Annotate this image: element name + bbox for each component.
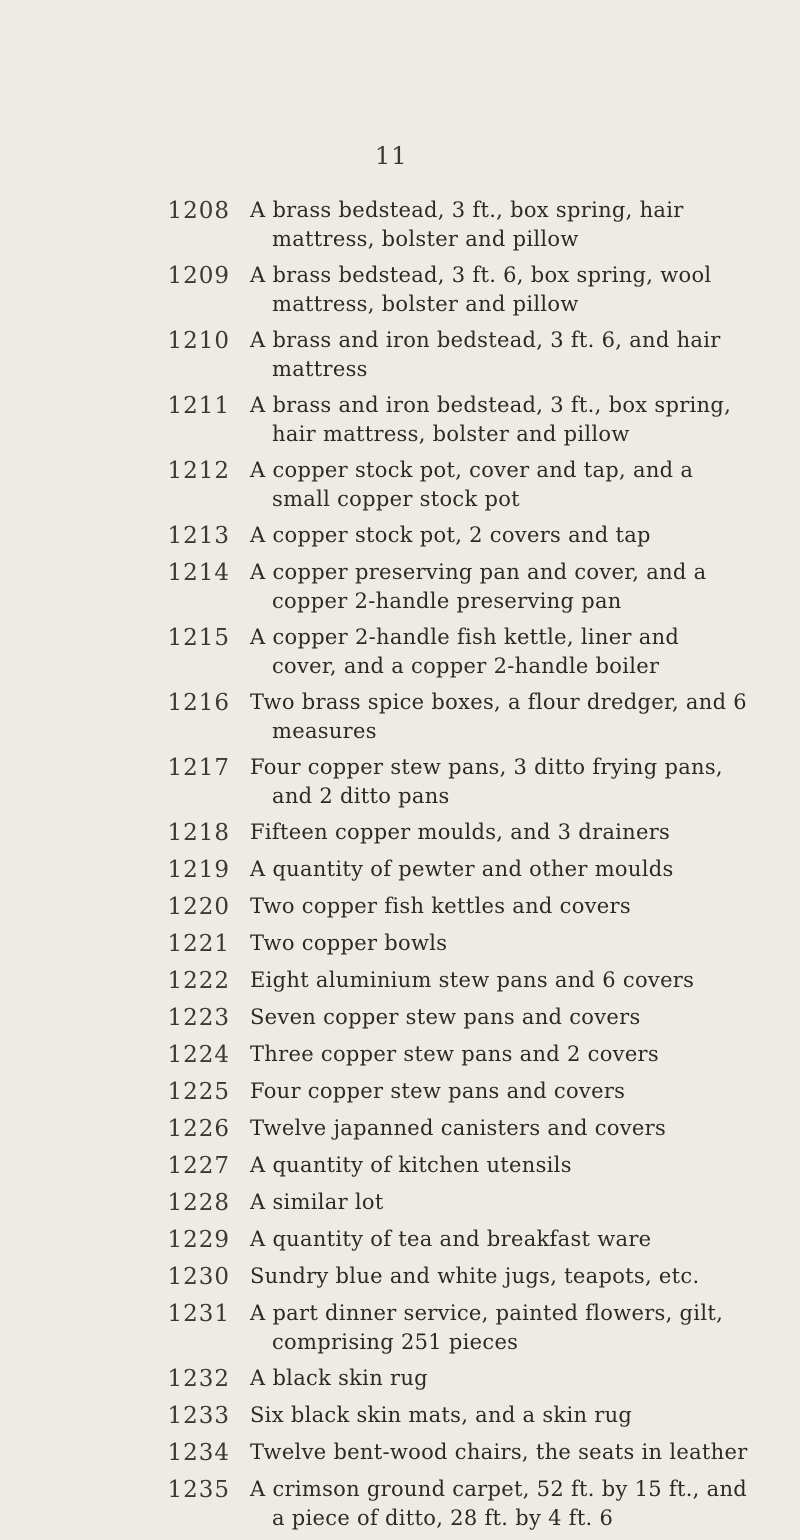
lot-number: 1220 — [167, 894, 230, 920]
lot-description: Twelve bent-wood chairs, the seats in leather — [250, 1440, 748, 1464]
lot-description: Seven copper stew pans and covers — [250, 1005, 641, 1029]
lot-entry — [0, 1188, 800, 1218]
lot-number: 1209 — [167, 263, 230, 289]
lot-description: Sundry blue and white jugs, teapots, etc. — [250, 1264, 700, 1288]
lot-list — [0, 196, 800, 1540]
lot-number: 1232 — [167, 1366, 230, 1392]
lot-number: 1228 — [167, 1190, 230, 1216]
lot-description: Twelve japanned canisters and covers — [250, 1116, 667, 1140]
lot-entry — [0, 391, 800, 449]
lot-entry — [0, 966, 800, 996]
lot-description: A copper preserving pan and cover, and a copper 2-handle preserving pan — [250, 560, 707, 613]
lot-entry — [0, 1003, 800, 1033]
lot-entry — [0, 1438, 800, 1468]
lot-number: 1217 — [167, 755, 230, 781]
lot-number: 1221 — [167, 931, 230, 957]
lot-entry — [0, 623, 800, 681]
lot-entry — [0, 688, 800, 746]
lot-number: 1218 — [167, 820, 230, 846]
lot-description: Two brass spice boxes, a flour dredger, and 6 measures — [250, 690, 747, 743]
lot-number: 1212 — [167, 458, 230, 484]
lot-entry — [0, 456, 800, 514]
lot-description: A copper stock pot, cover and tap, and a small copper stock pot — [250, 458, 694, 511]
lot-number: 1230 — [167, 1264, 230, 1290]
lot-number: 1214 — [167, 560, 230, 586]
lot-description: A part dinner service, painted flowers, gilt, comprising 251 pieces — [250, 1301, 724, 1354]
lot-number: 1216 — [167, 690, 230, 716]
lot-entry — [0, 558, 800, 616]
lot-number: 1223 — [167, 1005, 230, 1031]
lot-description: A brass and iron bedstead, 3 ft. 6, and hair mattress — [250, 328, 721, 381]
lot-description: A brass and iron bedstead, 3 ft., box spring, hair mattress, bolster and pillow — [250, 393, 732, 446]
lot-number: 1215 — [167, 625, 230, 651]
lot-entry — [0, 1401, 800, 1431]
lot-entry — [0, 1364, 800, 1394]
lot-entry — [0, 1077, 800, 1107]
lot-entry — [0, 1475, 800, 1533]
lot-description: A crimson ground carpet, 52 ft. by 15 ft., and a piece of ditto, 28 ft. by 4 ft. 6 — [250, 1477, 748, 1530]
lot-description: Six black skin mats, and a skin rug — [250, 1403, 633, 1427]
lot-entry — [0, 326, 800, 384]
lot-description: Eight aluminium stew pans and 6 covers — [250, 968, 695, 992]
lot-number: 1210 — [167, 328, 230, 354]
lot-description: Two copper bowls — [250, 931, 448, 955]
lot-entry — [0, 261, 800, 319]
lot-entry — [0, 892, 800, 922]
lot-entry — [0, 855, 800, 885]
lot-entry — [0, 196, 800, 254]
lot-description: A brass bedstead, 3 ft. 6, box spring, wool mattress, bolster and pillow — [250, 263, 712, 316]
lot-entry — [0, 753, 800, 811]
lot-description: A copper 2-handle fish kettle, liner and cover, and a copper 2-handle boiler — [250, 625, 680, 678]
lot-description: A black skin rug — [250, 1366, 428, 1390]
lot-number: 1222 — [167, 968, 230, 994]
lot-entry — [0, 1262, 800, 1292]
lot-description: A quantity of tea and breakfast ware — [250, 1227, 652, 1251]
lot-entry — [0, 818, 800, 848]
lot-description: Four copper stew pans, 3 ditto frying pans, and 2 ditto pans — [250, 755, 723, 808]
lot-description: A quantity of pewter and other moulds — [250, 857, 674, 881]
lot-entry — [0, 521, 800, 551]
page-number: 11 — [375, 142, 408, 170]
lot-description: Fifteen copper moulds, and 3 drainers — [250, 820, 671, 844]
lot-description: A similar lot — [250, 1190, 384, 1214]
lot-description: Three copper stew pans and 2 covers — [250, 1042, 659, 1066]
lot-description: A copper stock pot, 2 covers and tap — [250, 523, 651, 547]
lot-number: 1219 — [167, 857, 230, 883]
lot-description: A quantity of kitchen utensils — [250, 1153, 572, 1177]
lot-number: 1229 — [167, 1227, 230, 1253]
lot-entry — [0, 1151, 800, 1181]
lot-entry — [0, 1114, 800, 1144]
lot-number: 1231 — [167, 1301, 230, 1327]
lot-number: 1224 — [167, 1042, 230, 1068]
lot-number: 1208 — [167, 198, 230, 224]
lot-number: 1234 — [167, 1440, 230, 1466]
lot-number: 1226 — [167, 1116, 230, 1142]
lot-number: 1211 — [167, 393, 230, 419]
lot-description: A brass bedstead, 3 ft., box spring, hair mattress, bolster and pillow — [250, 198, 684, 251]
lot-number: 1213 — [167, 523, 230, 549]
lot-entry — [0, 1299, 800, 1357]
lot-description: Four copper stew pans and covers — [250, 1079, 626, 1103]
lot-number: 1225 — [167, 1079, 230, 1105]
lot-entry — [0, 1040, 800, 1070]
lot-number: 1227 — [167, 1153, 230, 1179]
lot-entry — [0, 929, 800, 959]
lot-number: 1235 — [167, 1477, 230, 1503]
lot-number: 1233 — [167, 1403, 230, 1429]
lot-description: Two copper fish kettles and covers — [250, 894, 631, 918]
